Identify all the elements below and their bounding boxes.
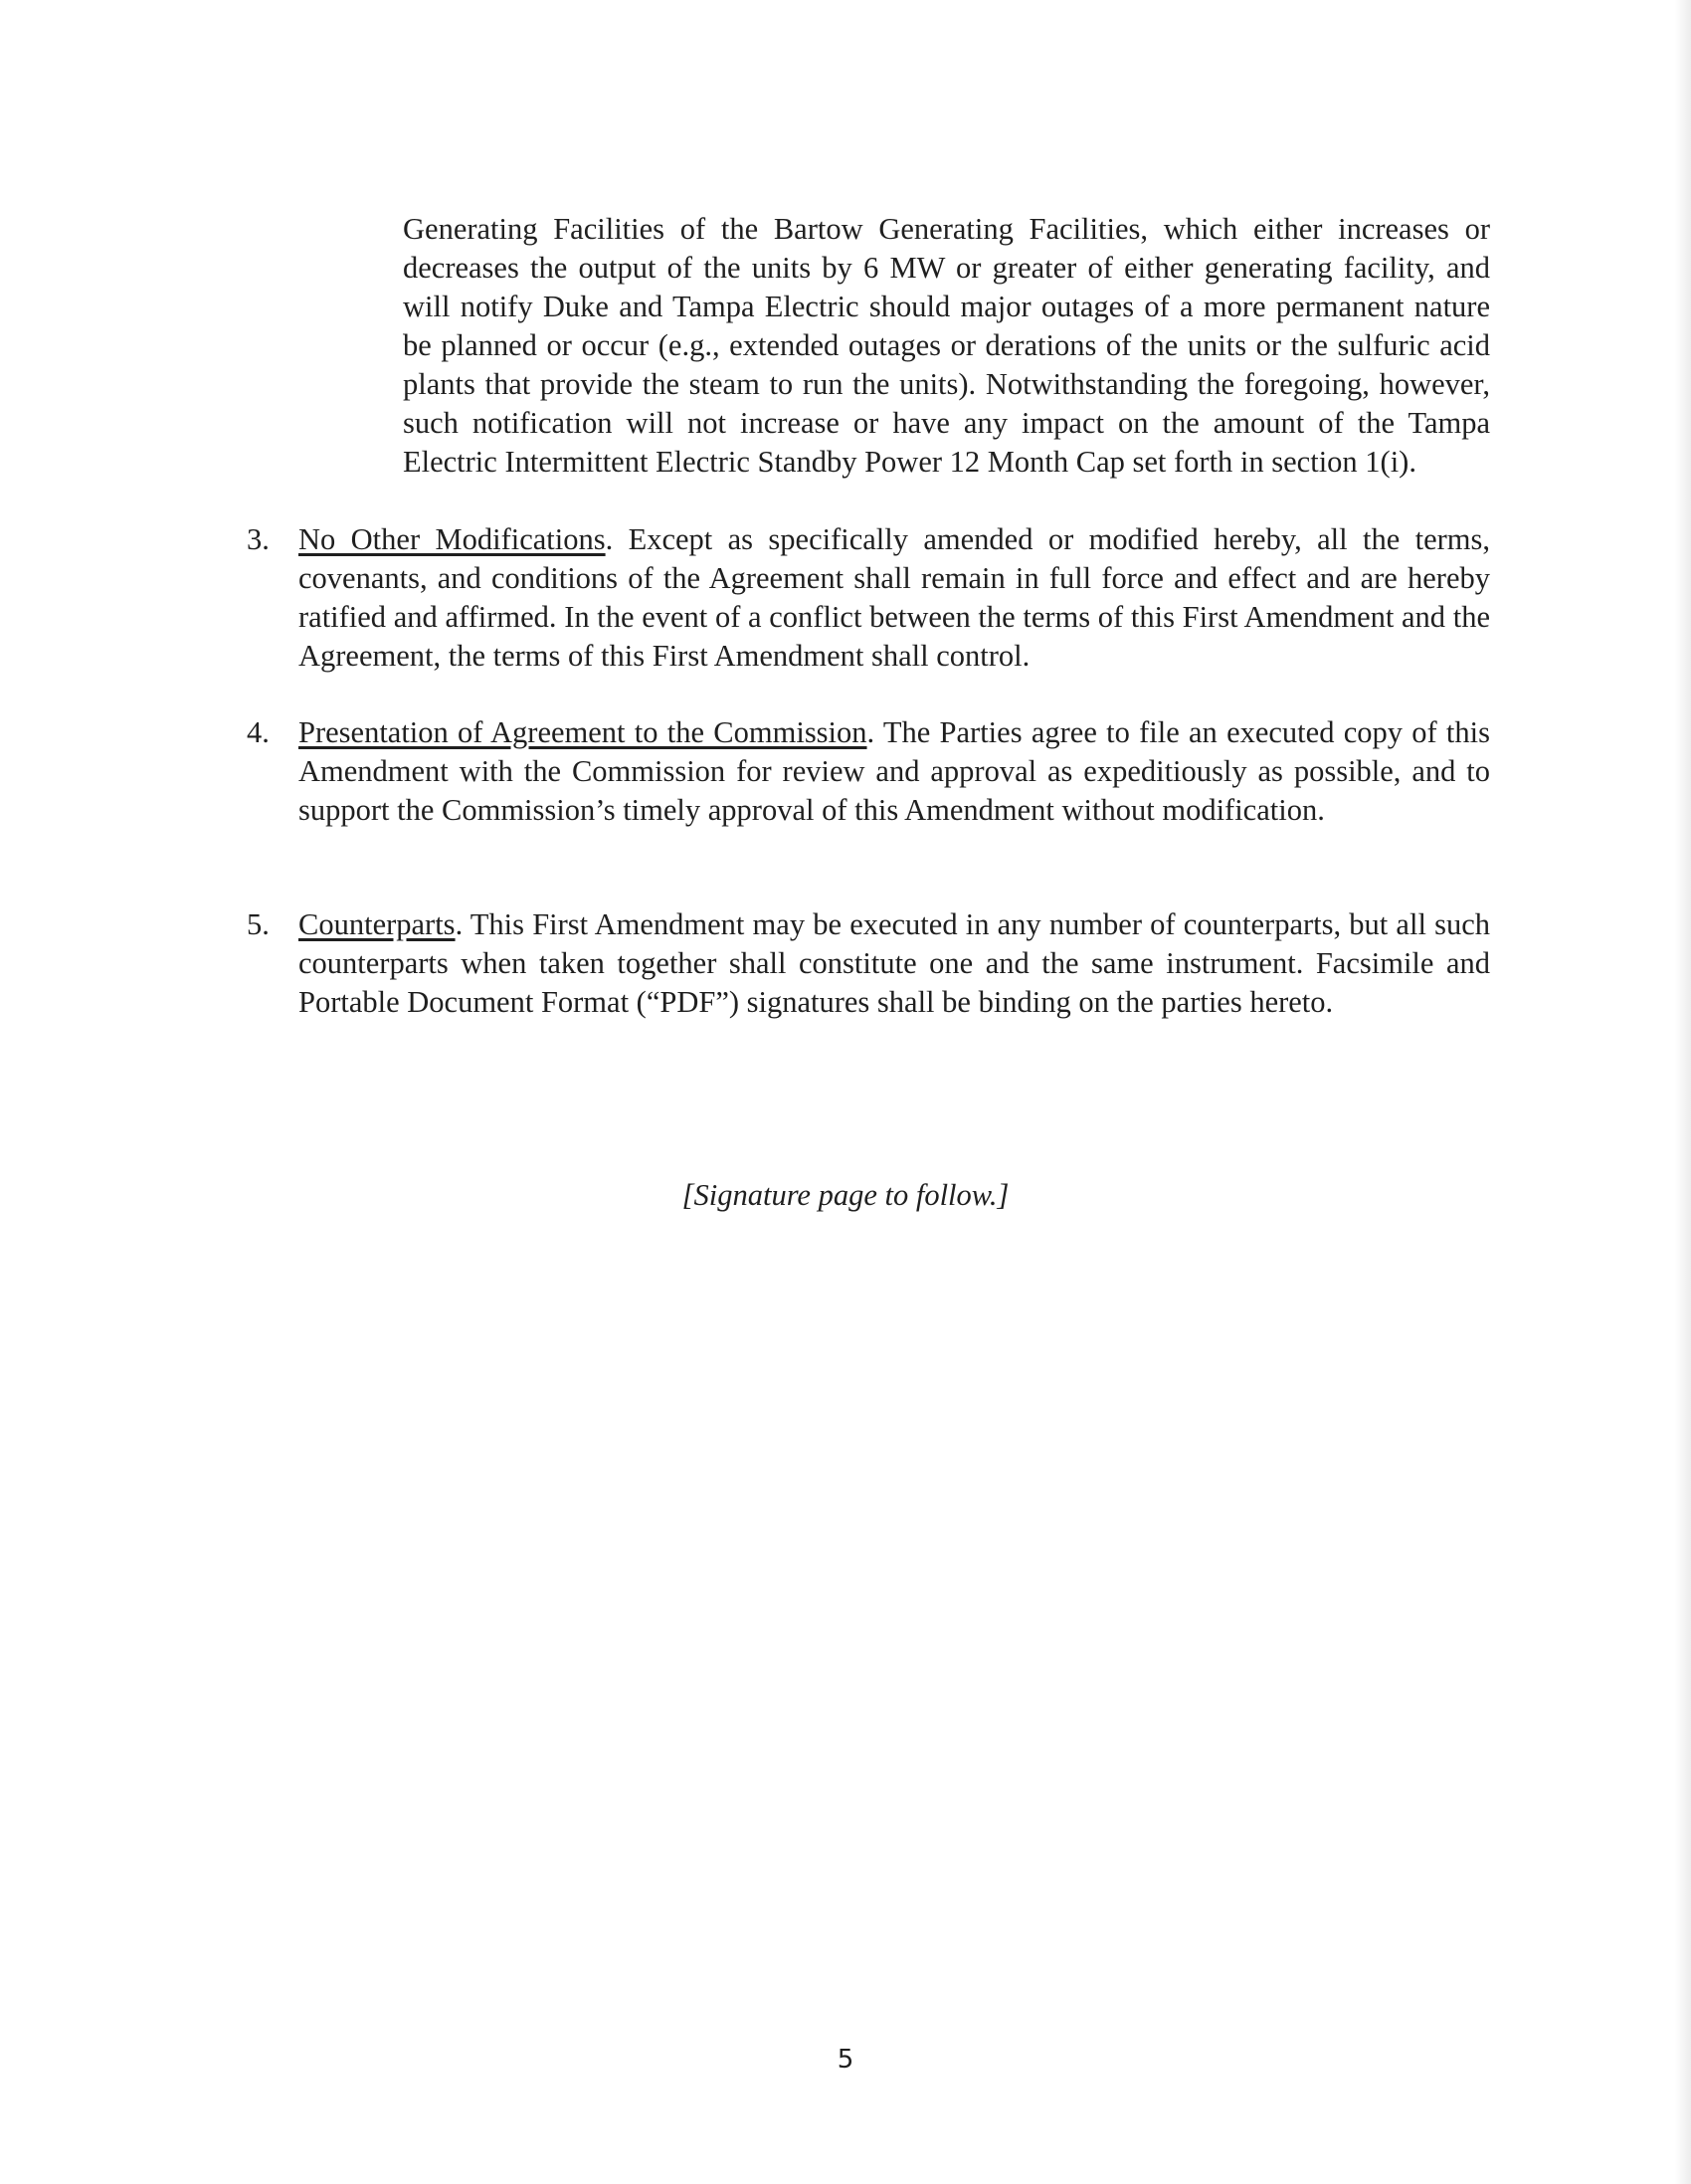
list-item-number: 5. <box>247 907 270 941</box>
section-heading: Counterparts <box>298 907 456 941</box>
continued-paragraph: Generating Facilities of the Bartow Generating Facilities, which either increases or decreases the output of the units by 6 MW or greater of either generating facility, and will notify Duke and Tampa Electric should major outages of a more permanent nature be planned or occur (e.g., extended outages or derations of the units or the sulfuric acid plants that provide the steam to run the units). Notwithstanding the foregoing, however, such notification will not increase or have any impact on the amount of the Tampa Electric Intermittent Electric Standby Power 12 Month Cap set forth in section 1(i). <box>403 212 1490 479</box>
list-item-number: 3. <box>247 522 270 556</box>
page-number: 5 <box>837 2045 854 2075</box>
list-item-5 <box>247 905 1490 1022</box>
list-item-3 <box>247 520 1490 676</box>
signature-page-note: [Signature page to follow.] <box>681 1178 1010 1212</box>
section-heading: Presentation of Agreement to the Commission <box>298 715 867 749</box>
section-body: . This First Amendment may be executed in any number of counterparts, but all such counterparts when taken together shall constitute one and the same instrument. Facsimile and Portable Document Format (“PDF”) signatures shall be binding on the parties hereto. <box>298 907 1490 1019</box>
section-heading: No Other Modifications <box>298 522 606 556</box>
section-body: . The Parties agree to file an executed copy of this Amendment with the Commission for review and approval as expeditiously as possible, and to support the Commission’s timely approval of this Amendment without modification. <box>298 715 1490 827</box>
list-item-4 <box>247 713 1490 830</box>
page-edge-shadow <box>1675 0 1691 2184</box>
section-body: . Except as specifically amended or modified hereby, all the terms, covenants, and conditions of the Agreement shall remain in full force and effect and are hereby ratified and affirmed. In the event of a conflict between the terms of this First Amendment and the Agreement, the terms of this First Amendment shall control. <box>298 522 1490 673</box>
list-item-number: 4. <box>247 715 270 749</box>
